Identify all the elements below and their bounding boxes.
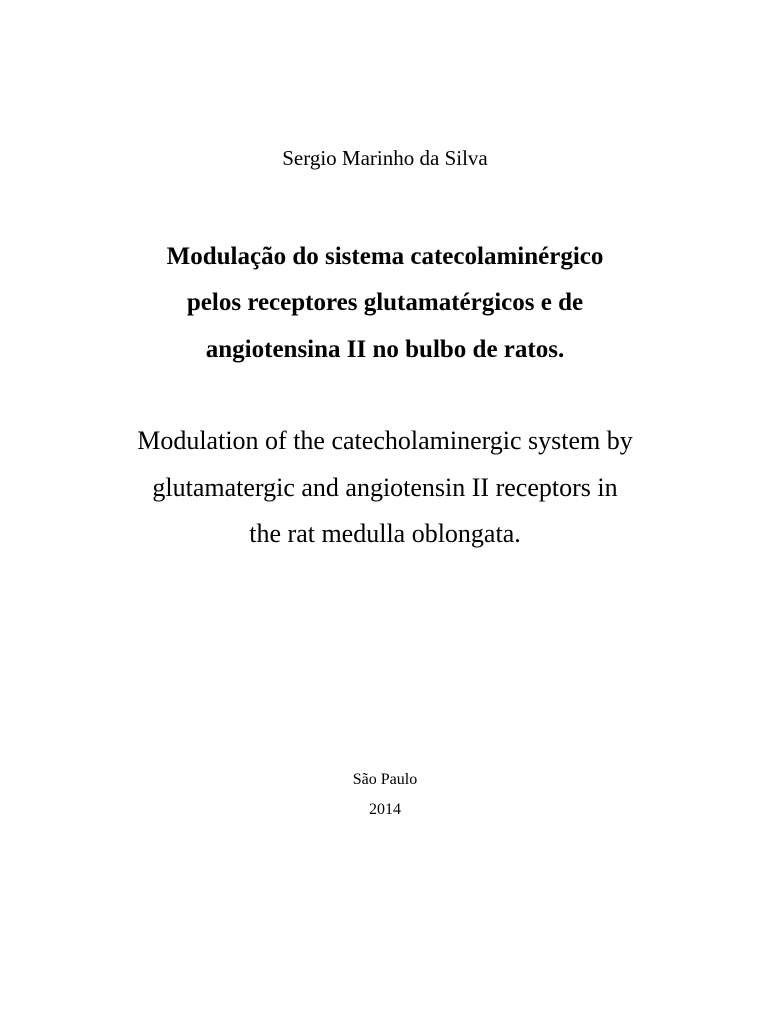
city: São Paulo [352,771,418,788]
portuguese-title-line: angiotensina II no bulbo de ratos. [205,336,565,363]
english-title-line: the rat medulla oblongata. [249,519,521,548]
portuguese-title-line: pelos receptores glutamatérgicos e de [186,289,584,316]
english-title-line: glutamatergic and angiotensin II receptors in [152,473,618,502]
english-title-line: Modulation of the catecholaminergic system by [137,426,633,455]
author-name: Sergio Marinho da Silva [282,146,488,170]
portuguese-title-line: Modulação do sistema catecolaminérgico [166,243,604,270]
year: 2014 [369,801,401,818]
